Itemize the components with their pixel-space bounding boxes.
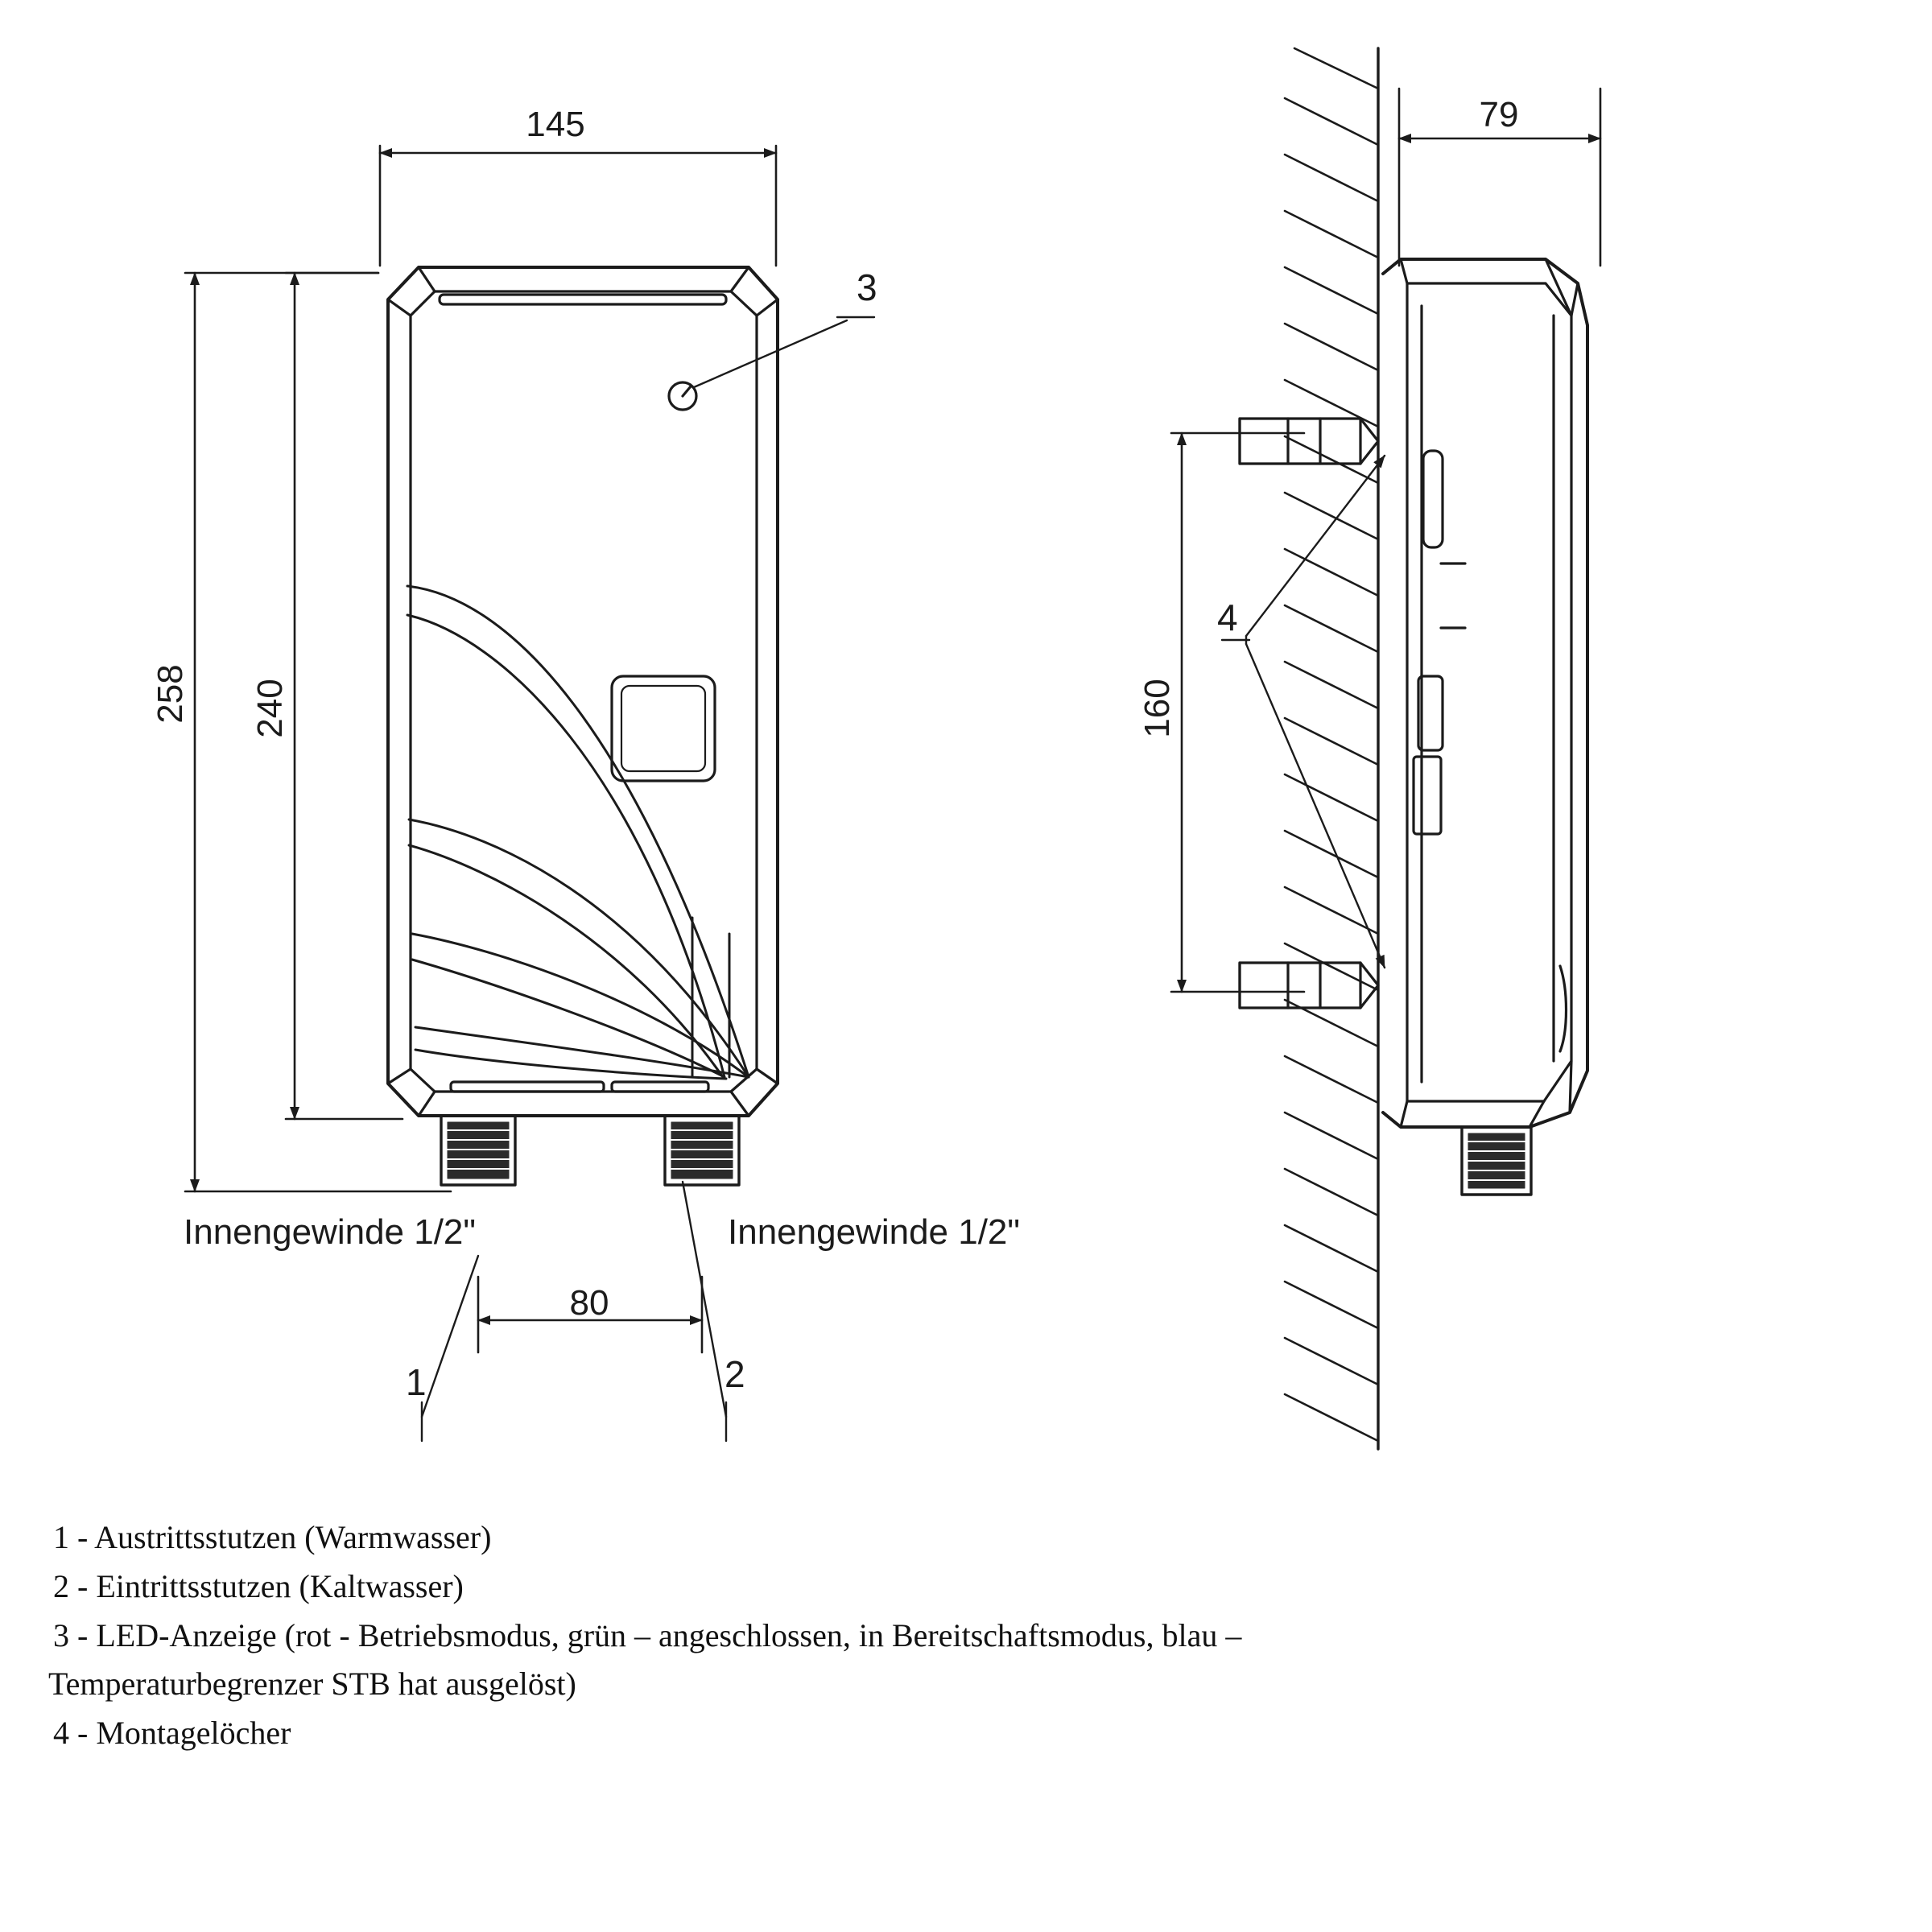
housing-vent-curves [407,586,749,1079]
dimension-label-body-height: 240 [250,679,290,738]
thread-label-left: Innengewinde 1/2" [184,1212,477,1252]
legend-item-2: 2 - Eintrittsstutzen (Kaltwasser) [53,1567,464,1604]
callout-2-leader [683,1182,726,1441]
dimension-label-depth: 79 [1479,95,1519,134]
dimension-label-mounting-holes: 160 [1137,679,1177,738]
legend-item-3-continued: Temperaturbegrenzer STB hat ausgelöst) [48,1666,576,1703]
dimension-width-145 [380,146,776,266]
dimension-label-width: 145 [526,105,585,144]
dimension-label-port-spacing: 80 [569,1283,609,1323]
callout-label-2: 2 [724,1353,745,1395]
callout-3-leader [694,317,874,387]
legend [48,1513,1889,1758]
callout-4-leaders [1222,456,1385,968]
heater-housing-side [1383,259,1587,1127]
legend-item-4: 4 - Montagelöcher [53,1715,291,1752]
led-indicator [669,382,696,410]
side-port [1462,1127,1531,1195]
inlet-port-right [665,1116,739,1185]
legend-item-3: 3 - LED-Anzeige (rot - Betriebsmodus, grün – angeschlossen, in Bereitschaftsmodus, blau – [53,1616,1242,1653]
dimension-mounting-holes-160 [1171,433,1304,992]
dimension-label-total-height: 258 [151,664,190,724]
callout-label-4: 4 [1217,597,1238,638]
callout-label-1: 1 [406,1361,427,1403]
mounting-bracket-top [1240,419,1378,464]
display-window [612,676,715,781]
dimension-body-height-240 [286,273,402,1119]
mounting-bracket-bottom [1240,963,1378,1008]
thread-label-right: Innengewinde 1/2" [728,1212,1021,1252]
callout-label-3: 3 [857,266,877,308]
outlet-port-left [441,1116,515,1185]
callout-1-leader [422,1256,478,1441]
legend-item-1: 1 - Austrittsstutzen (Warmwasser) [53,1519,492,1555]
side-view [1171,48,1600,1449]
wall-section [1285,48,1378,1449]
